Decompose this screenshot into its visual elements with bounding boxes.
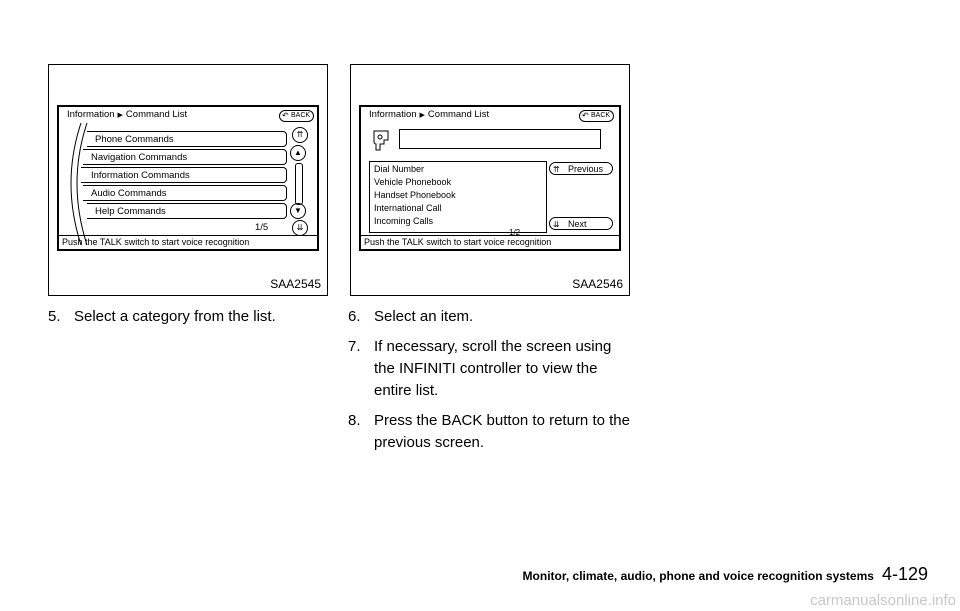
command-item-information[interactable]: Information Commands xyxy=(81,167,287,183)
page-down-icon[interactable]: ⇊ xyxy=(292,220,308,236)
voice-icon xyxy=(371,129,391,155)
list-item-vehicle-phonebook[interactable]: Vehicle Phonebook xyxy=(374,177,452,187)
command-item-navigation[interactable]: Navigation Commands xyxy=(83,149,287,165)
command-item-audio[interactable]: Audio Commands xyxy=(83,185,287,201)
page-down-icon: ⇊ xyxy=(553,220,560,229)
figure-code: SAA2546 xyxy=(572,277,623,291)
command-item-help[interactable]: Help Commands xyxy=(87,203,287,219)
back-button[interactable]: ↶ BACK xyxy=(279,110,314,122)
steps-left xyxy=(48,306,328,328)
scroll-up-icon[interactable]: ▲ xyxy=(290,145,306,161)
page-up-icon: ⇈ xyxy=(553,165,560,174)
page-number: 4-129 xyxy=(881,564,928,584)
command-list-screen xyxy=(359,105,621,251)
back-button[interactable]: ↶ BACK xyxy=(579,110,614,122)
next-button[interactable]: ⇊ Next xyxy=(549,217,613,230)
command-list-screen xyxy=(57,105,319,251)
section-title: Monitor, climate, audio, phone and voice recognition systems xyxy=(522,569,874,583)
step-8: 8. Press the BACK button to return to the previous screen. xyxy=(348,412,630,451)
spoken-text-box xyxy=(399,129,601,149)
figure-saa2545 xyxy=(48,64,328,296)
command-item-phone[interactable]: Phone Commands xyxy=(87,131,287,147)
figure-saa2546 xyxy=(350,64,630,296)
step-6: 6. Select an item. xyxy=(348,308,474,325)
breadcrumb: Information ▶ Command List xyxy=(67,109,188,120)
scroll-down-icon[interactable]: ▼ xyxy=(290,203,306,219)
previous-button[interactable]: ⇈ Previous xyxy=(549,162,613,175)
page-indicator: 1/5 xyxy=(255,222,269,233)
step-7: 7. If necessary, scroll the screen using the INFINITI controller to view the entire list. xyxy=(348,338,612,399)
list-item-international-call[interactable]: International Call xyxy=(374,203,442,213)
page-indicator: 1/2 xyxy=(509,228,521,237)
steps-right xyxy=(348,306,632,454)
page-footer xyxy=(523,564,928,585)
list-item-incoming-calls[interactable]: Incoming Calls xyxy=(374,216,434,226)
figure-code: SAA2545 xyxy=(270,277,321,291)
step-5: 5. Select a category from the list. xyxy=(48,308,276,325)
status-bar: Push the TALK switch to start voice recognition xyxy=(59,235,317,249)
list-item-dial-number[interactable]: Dial Number xyxy=(374,164,425,174)
back-arrow-icon: ↶ xyxy=(582,111,589,120)
page-up-icon[interactable]: ⇈ xyxy=(292,127,308,143)
scrollbar[interactable] xyxy=(295,163,303,205)
status-bar: Push the TALK switch to start voice recognition xyxy=(361,235,619,249)
command-list xyxy=(369,161,547,233)
breadcrumb: Information ▶ Command List xyxy=(369,109,490,120)
back-arrow-icon: ↶ xyxy=(282,111,289,120)
list-item-handset-phonebook[interactable]: Handset Phonebook xyxy=(374,190,456,200)
watermark: carmanualsonline.info xyxy=(810,592,956,609)
